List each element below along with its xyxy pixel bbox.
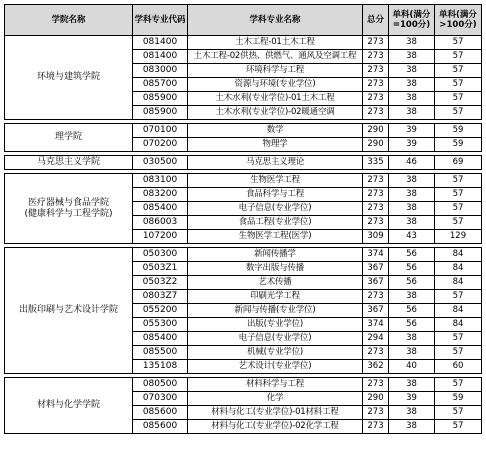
major-name-cell: 土木水利(专业学位)-02暖通空调	[188, 106, 363, 120]
subject-code-cell: 050300	[133, 248, 188, 262]
single-100-cell: 39	[389, 392, 435, 406]
total-header: 总分	[363, 5, 389, 36]
single-100-cell: 38	[389, 216, 435, 230]
college-name-cell: 环境与建筑学院	[5, 36, 133, 120]
total-score-cell: 294	[363, 332, 389, 346]
single-100-cell: 38	[389, 64, 435, 78]
single-over100-cell: 60	[435, 360, 482, 374]
single-over100-cell: 57	[435, 78, 482, 92]
single-100-cell: 38	[389, 36, 435, 50]
single-100-cell: 38	[389, 378, 435, 392]
single-100-cell: 40	[389, 360, 435, 374]
total-score-cell: 273	[363, 50, 389, 64]
total-score-cell: 273	[363, 420, 389, 434]
single-100-cell: 38	[389, 202, 435, 216]
major-name-cell: 食品科学与工程	[188, 188, 363, 202]
subject-code-cell: 083100	[133, 174, 188, 188]
single-100-cell: 56	[389, 318, 435, 332]
major-name-cell: 食品工程(专业学位)	[188, 216, 363, 230]
major-name-cell: 出版(专业学位)	[188, 318, 363, 332]
total-score-cell: 273	[363, 378, 389, 392]
subject-code-cell: 083000	[133, 64, 188, 78]
major-name-cell: 土木工程-02供热、供燃气、通风及空调工程	[188, 50, 363, 64]
college-name-cell: 理学院	[5, 124, 133, 152]
subject-code-cell: 085600	[133, 406, 188, 420]
subject-code-cell: 0503Z2	[133, 276, 188, 290]
total-score-cell: 273	[363, 406, 389, 420]
college-header: 学院名称	[5, 5, 133, 36]
total-score-cell: 273	[363, 290, 389, 304]
college-name-cell: 马克思主义学院	[5, 156, 133, 170]
single-100-cell: 38	[389, 188, 435, 202]
single-100-cell: 38	[389, 406, 435, 420]
major-name-cell: 生物医学工程(医学)	[188, 230, 363, 244]
subject-code-cell: 055200	[133, 304, 188, 318]
single-over100-cell: 129	[435, 230, 482, 244]
code-header: 学科专业代码	[133, 5, 188, 36]
single-over100-cell: 57	[435, 188, 482, 202]
college-name-cell: 医疗器械与食品学院 (健康科学与工程学院)	[5, 174, 133, 244]
major-name-cell: 材料与化工(专业学位)-02化学工程	[188, 420, 363, 434]
major-name-cell: 新闻传播学	[188, 248, 363, 262]
table-row	[5, 174, 482, 188]
total-score-cell: 374	[363, 248, 389, 262]
single-100-cell: 56	[389, 262, 435, 276]
single-100-cell: 56	[389, 304, 435, 318]
subject-code-cell: 085700	[133, 78, 188, 92]
subject-code-cell: 107200	[133, 230, 188, 244]
single-100-cell: 46	[389, 156, 435, 170]
subject-code-cell: 080500	[133, 378, 188, 392]
single-over100-cell: 59	[435, 392, 482, 406]
college-name-cell: 出版印刷与艺术设计学院	[5, 248, 133, 374]
single-over100-header: 单科(满分>100分)	[435, 5, 482, 36]
total-score-cell: 290	[363, 392, 389, 406]
major-name-cell: 电子信息(专业学位)	[188, 332, 363, 346]
score-table	[4, 4, 482, 434]
total-score-cell: 273	[363, 64, 389, 78]
total-score-cell: 273	[363, 92, 389, 106]
single-100-cell: 56	[389, 276, 435, 290]
subject-code-cell: 085400	[133, 202, 188, 216]
single-100-cell: 56	[389, 248, 435, 262]
total-score-cell: 273	[363, 346, 389, 360]
major-name-cell: 数学	[188, 124, 363, 138]
major-name-cell: 土木工程-01土木工程	[188, 36, 363, 50]
single-over100-cell: 84	[435, 276, 482, 290]
single-100-cell: 38	[389, 420, 435, 434]
subject-code-cell: 083200	[133, 188, 188, 202]
single-over100-cell: 57	[435, 378, 482, 392]
total-score-cell: 273	[363, 78, 389, 92]
major-name-cell: 材料科学与工程	[188, 378, 363, 392]
subject-code-cell: 081400	[133, 50, 188, 64]
single-over100-cell: 57	[435, 64, 482, 78]
major-name-cell: 艺术设计(专业学位)	[188, 360, 363, 374]
single-over100-cell: 57	[435, 332, 482, 346]
major-name-cell: 电子信息(专业学位)	[188, 202, 363, 216]
single-over100-cell: 57	[435, 202, 482, 216]
single-over100-cell: 84	[435, 318, 482, 332]
major-name-cell: 马克思主义理论	[188, 156, 363, 170]
major-name-cell: 环境科学与工程	[188, 64, 363, 78]
major-name-cell: 生物医学工程	[188, 174, 363, 188]
major-name-cell: 新闻与传播(专业学位)	[188, 304, 363, 318]
single-100-cell: 38	[389, 332, 435, 346]
single-over100-cell: 57	[435, 216, 482, 230]
score-table-container	[4, 4, 482, 434]
total-score-cell: 273	[363, 36, 389, 50]
single-100-cell: 38	[389, 50, 435, 64]
table-body	[5, 36, 482, 434]
subject-code-cell: 055300	[133, 318, 188, 332]
major-name-cell: 资源与环境(专业学位)	[188, 78, 363, 92]
subject-code-cell: 085900	[133, 92, 188, 106]
subject-code-cell: 0503Z1	[133, 262, 188, 276]
college-name-cell: 材料与化学学院	[5, 378, 133, 434]
subject-code-cell: 085500	[133, 346, 188, 360]
subject-code-cell: 0803Z7	[133, 290, 188, 304]
table-row	[5, 124, 482, 138]
single-over100-cell: 59	[435, 138, 482, 152]
subject-code-cell: 070100	[133, 124, 188, 138]
total-score-cell: 367	[363, 262, 389, 276]
single-over100-cell: 57	[435, 36, 482, 50]
single-100-cell: 39	[389, 124, 435, 138]
single-100-cell: 38	[389, 174, 435, 188]
total-score-cell: 367	[363, 276, 389, 290]
major-name-cell: 材料与化工(专业学位)-01材料工程	[188, 406, 363, 420]
total-score-cell: 273	[363, 174, 389, 188]
subject-code-cell: 081400	[133, 36, 188, 50]
total-score-cell: 273	[363, 202, 389, 216]
single-100-cell: 38	[389, 290, 435, 304]
subject-code-cell: 070300	[133, 392, 188, 406]
major-name-cell: 土木水利(专业学位)-01土木工程	[188, 92, 363, 106]
single-over100-cell: 57	[435, 420, 482, 434]
single-over100-cell: 57	[435, 174, 482, 188]
subject-code-cell: 070200	[133, 138, 188, 152]
single-100-cell: 38	[389, 346, 435, 360]
total-score-cell: 362	[363, 360, 389, 374]
major-name-cell: 物理学	[188, 138, 363, 152]
major-name-cell: 数字出版与传播	[188, 262, 363, 276]
total-score-cell: 374	[363, 318, 389, 332]
subject-code-cell: 085400	[133, 332, 188, 346]
single-over100-cell: 84	[435, 248, 482, 262]
subject-code-cell: 030500	[133, 156, 188, 170]
total-score-cell: 290	[363, 138, 389, 152]
total-score-cell: 367	[363, 304, 389, 318]
total-score-cell: 273	[363, 216, 389, 230]
single-over100-cell: 57	[435, 92, 482, 106]
single-over100-cell: 57	[435, 346, 482, 360]
subject-code-cell: 085600	[133, 420, 188, 434]
single-over100-cell: 57	[435, 290, 482, 304]
major-name-cell: 机械(专业学位)	[188, 346, 363, 360]
single-100-cell: 43	[389, 230, 435, 244]
total-score-cell: 335	[363, 156, 389, 170]
single-over100-cell: 57	[435, 50, 482, 64]
single-over100-cell: 57	[435, 106, 482, 120]
single-100-cell: 38	[389, 106, 435, 120]
table-row	[5, 248, 482, 262]
single-over100-cell: 69	[435, 156, 482, 170]
single-over100-cell: 59	[435, 124, 482, 138]
table-row	[5, 156, 482, 170]
subject-code-cell: 086003	[133, 216, 188, 230]
total-score-cell: 290	[363, 124, 389, 138]
single-over100-cell: 84	[435, 304, 482, 318]
single-100-cell: 38	[389, 92, 435, 106]
major-name-cell: 化学	[188, 392, 363, 406]
single-100-cell: 39	[389, 138, 435, 152]
single-over100-cell: 84	[435, 262, 482, 276]
total-score-cell: 273	[363, 106, 389, 120]
major-name-cell: 印刷光学工程	[188, 290, 363, 304]
total-score-cell: 273	[363, 188, 389, 202]
table-row	[5, 378, 482, 392]
single-over100-cell: 57	[435, 406, 482, 420]
major-name-cell: 艺术传播	[188, 276, 363, 290]
subject-code-cell: 085900	[133, 106, 188, 120]
single-100-header: 单科(满分=100分)	[389, 5, 435, 36]
subject-code-cell: 135108	[133, 360, 188, 374]
table-row	[5, 36, 482, 50]
single-100-cell: 38	[389, 78, 435, 92]
header-row	[5, 5, 482, 36]
major-header: 学科专业名称	[188, 5, 363, 36]
total-score-cell: 309	[363, 230, 389, 244]
